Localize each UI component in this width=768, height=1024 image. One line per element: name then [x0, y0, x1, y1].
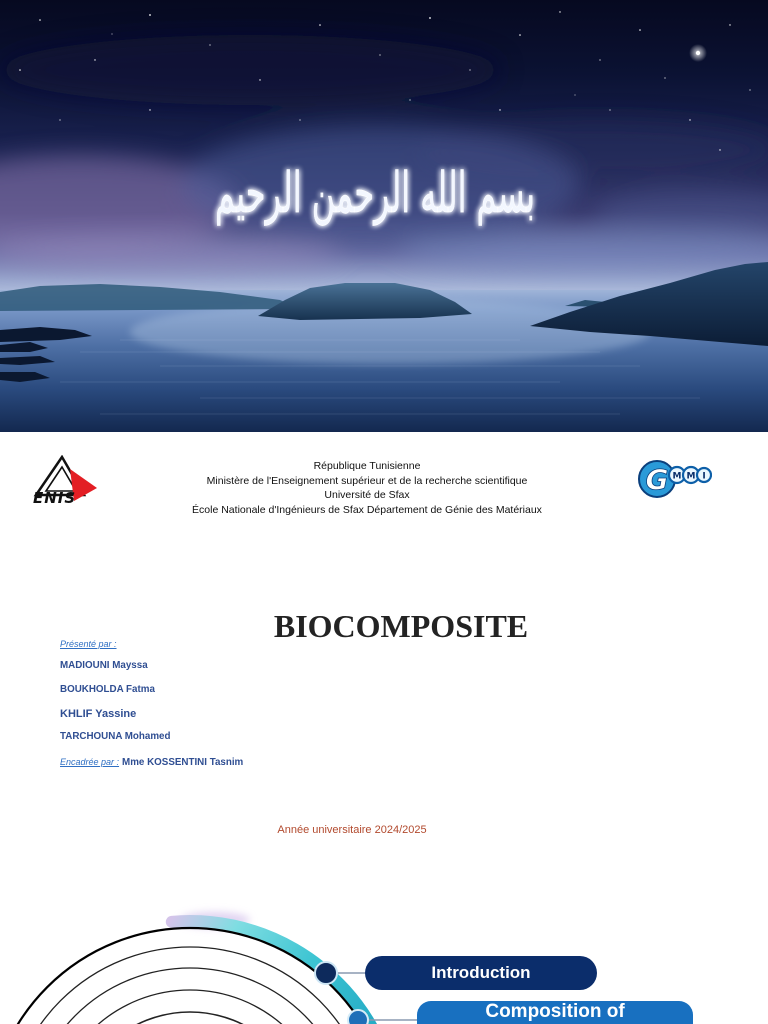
outline-dot-secondary — [348, 1010, 368, 1024]
banner-image — [0, 0, 768, 432]
student-name: TARCHOUNA Mohamed — [60, 731, 171, 742]
gmmi-logo-letter: M — [672, 471, 682, 482]
student-name: MADIOUNI Mayssa — [60, 660, 148, 671]
student-name: BOUKHOLDA Fatma — [60, 684, 155, 695]
gmmi-logo-letter: M — [686, 471, 696, 482]
gmmi-logo-letter-g: G — [645, 463, 669, 496]
header-line-school: École Nationale d'Ingénieurs de Sfax Département de Génie des Matériaux — [192, 503, 542, 516]
supervised-by-label: Encadrée par : — [60, 757, 120, 767]
supervisor-row — [60, 754, 243, 770]
outline-item-composition: Composition of — [417, 1001, 693, 1024]
gmmi-logo — [638, 456, 712, 502]
outline-item-introduction: Introduction — [365, 956, 597, 990]
academic-year: Année universitaire 2024/2025 — [277, 824, 427, 836]
student-name: KHLIF Yassine — [60, 708, 137, 720]
header-line-ministry: Ministère de l'Enseignement supérieur et de la recherche scientifique — [206, 474, 528, 487]
enis-logo — [30, 455, 98, 505]
institution-header — [157, 459, 577, 517]
supervisor-name: Mme KOSSENTINI Tasnim — [122, 757, 244, 768]
outline-dot-primary — [315, 962, 337, 984]
header-line-university: Université de Sfax — [324, 489, 410, 501]
enis-logo-text: ENIS — [33, 489, 77, 505]
header-line-country: République Tunisienne — [313, 460, 421, 472]
document-title: BIOCOMPOSITE — [273, 608, 529, 644]
gmmi-logo-letter: I — [702, 471, 706, 482]
bright-star — [689, 44, 707, 62]
bismillah-calligraphy: بسم الله الرحمن الرحيم — [215, 161, 535, 226]
presented-by-label: Présenté par : — [60, 639, 117, 649]
